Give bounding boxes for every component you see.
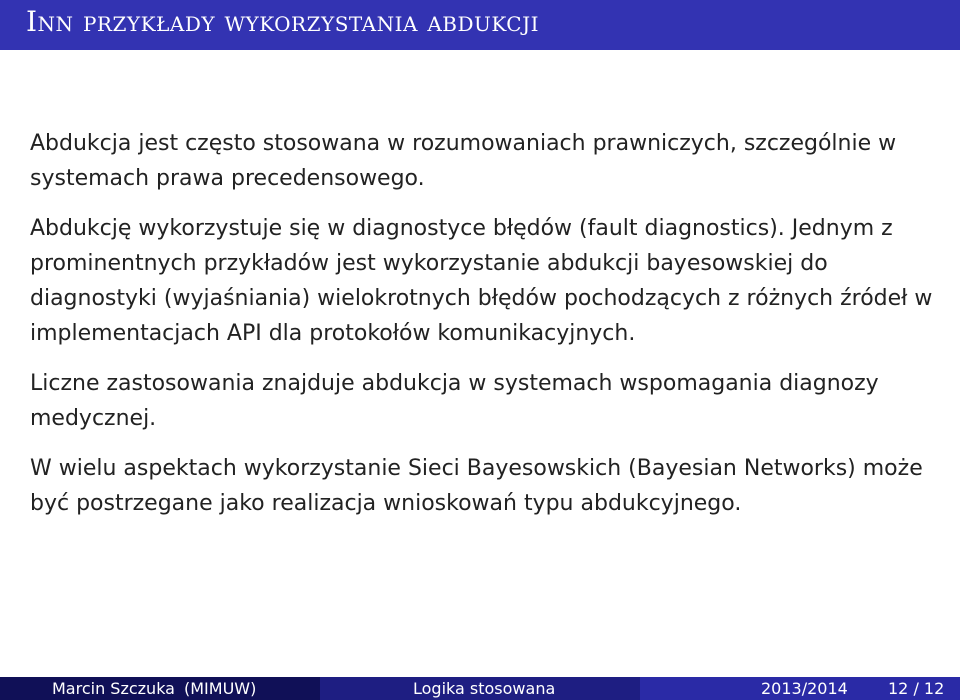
paragraph-bayesian-networks: W wielu aspektach wykorzystanie Sieci Bayesowskich (Bayesian Networks) może być postrzegane jako realizacja wnioskowań typu abdukcyjnego. [30, 456, 923, 516]
footer-author-section [0, 677, 320, 700]
footer-course: Logika stosowana [413, 679, 556, 698]
title-bar [0, 0, 960, 50]
footer-institute: (MIMUW) [184, 679, 257, 698]
paragraph-legal: Abdukcja jest często stosowana w rozumowaniach prawniczych, szczególnie w systemach prawa precedensowego. [30, 131, 897, 191]
footer-course-section [320, 677, 640, 700]
slide-content [30, 126, 940, 521]
footer-page-number: 12 / 12 [888, 679, 945, 698]
footer-bar [0, 677, 960, 700]
slide-title: Inn przykłady wykorzystania abdukcji [26, 5, 539, 38]
paragraph-medical: Liczne zastosowania znajduje abdukcja w systemach wspomagania diagnozy medycznej. [30, 371, 879, 431]
footer-author: Marcin Szczuka [52, 679, 175, 698]
footer-date-section [640, 677, 960, 700]
footer-year: 2013/2014 [761, 679, 848, 698]
paragraph-fault-diagnostics: Abdukcję wykorzystuje się w diagnostyce błędów (fault diagnostics). Jednym z prominentnych przykładów jest wykorzystanie abdukcji bayesowskiej do diagnostyki (wyjaśniania) wielokrotnych błędów pochodzących z różnych źródeł w implementacjach API dla protokołów komunikacyjnych. [30, 216, 933, 346]
